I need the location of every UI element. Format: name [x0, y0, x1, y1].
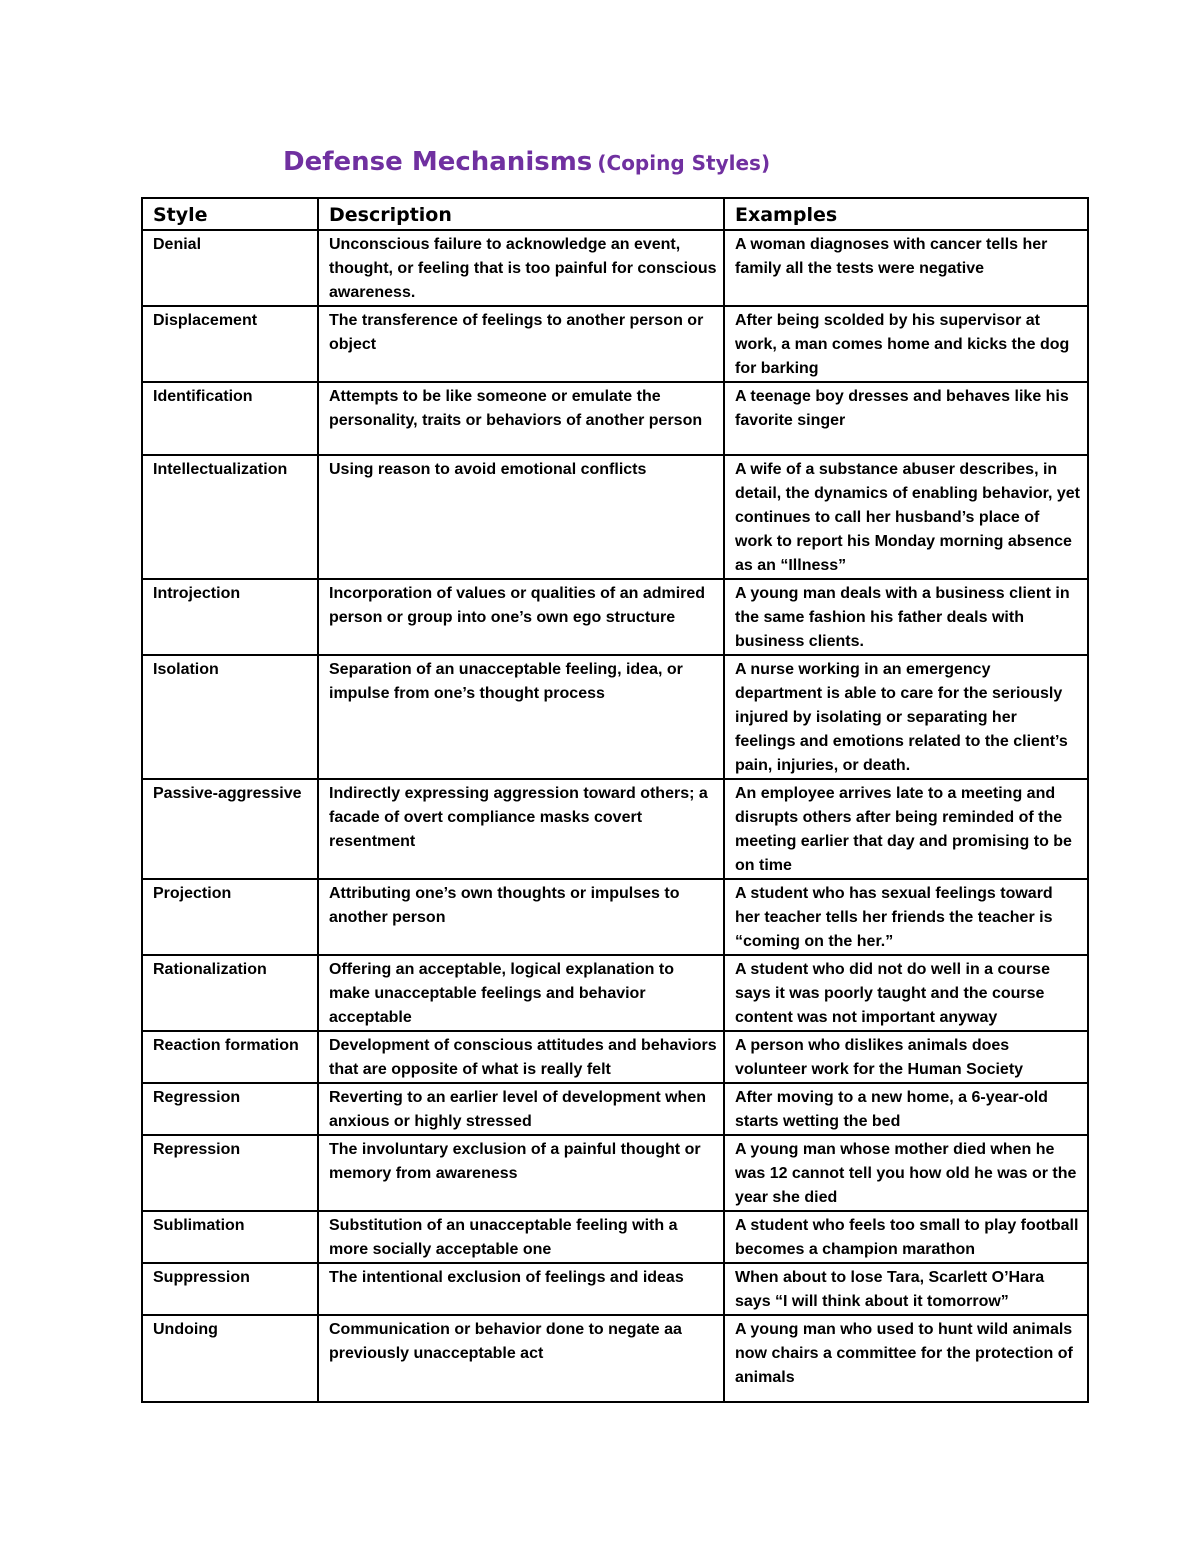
- table-row: [142, 1263, 1088, 1315]
- column-header-style: Style: [142, 198, 318, 230]
- description-cell: Separation of an unacceptable feeling, idea, or impulse from one’s thought process: [318, 655, 724, 779]
- style-cell: Isolation: [142, 655, 318, 779]
- description-cell: Indirectly expressing aggression toward others; a facade of overt compliance masks covert resentment: [318, 779, 724, 879]
- description-cell: Offering an acceptable, logical explanation to make unacceptable feelings and behavior acceptable: [318, 955, 724, 1031]
- example-cell: An employee arrives late to a meeting and disrupts others after being reminded of the meeting earlier that day and promising to be on time: [724, 779, 1088, 879]
- description-cell: Using reason to avoid emotional conflicts: [318, 455, 724, 579]
- table-row: [142, 779, 1088, 879]
- column-header-examples: Examples: [724, 198, 1088, 230]
- example-cell: A student who did not do well in a course says it was poorly taught and the course content was not important anyway: [724, 955, 1088, 1031]
- table-header-row: [142, 198, 1088, 230]
- description-cell: The transference of feelings to another person or object: [318, 306, 724, 382]
- description-cell: Reverting to an earlier level of development when anxious or highly stressed: [318, 1083, 724, 1135]
- example-cell: A young man deals with a business client in the same fashion his father deals with business clients.: [724, 579, 1088, 655]
- defense-mechanisms-table: [141, 197, 1089, 1403]
- example-cell: A nurse working in an emergency department is able to care for the seriously injured by isolating or separating her feelings and emotions related to the client’s pain, injuries, or death.: [724, 655, 1088, 779]
- table-row: [142, 455, 1088, 579]
- table-row: [142, 230, 1088, 306]
- style-cell: Regression: [142, 1083, 318, 1135]
- example-cell: A young man who used to hunt wild animals now chairs a committee for the protection of animals: [724, 1315, 1088, 1402]
- page-title-main: Defense Mechanisms: [283, 147, 593, 177]
- page-title-sub: (Coping Styles): [597, 151, 771, 175]
- description-cell: Communication or behavior done to negate aa previously unacceptable act: [318, 1315, 724, 1402]
- table-row: [142, 1135, 1088, 1211]
- style-cell: Rationalization: [142, 955, 318, 1031]
- example-cell: A woman diagnoses with cancer tells her family all the tests were negative: [724, 230, 1088, 306]
- example-cell: A student who has sexual feelings toward her teacher tells her friends the teacher is “coming on the her.”: [724, 879, 1088, 955]
- style-cell: Suppression: [142, 1263, 318, 1315]
- style-cell: Intellectualization: [142, 455, 318, 579]
- description-cell: The involuntary exclusion of a painful thought or memory from awareness: [318, 1135, 724, 1211]
- description-cell: Unconscious failure to acknowledge an event, thought, or feeling that is too painful for conscious awareness.: [318, 230, 724, 306]
- style-cell: Projection: [142, 879, 318, 955]
- description-cell: Attempts to be like someone or emulate the personality, traits or behaviors of another person: [318, 382, 724, 455]
- table-row: [142, 579, 1088, 655]
- description-cell: Substitution of an unacceptable feeling with a more socially acceptable one: [318, 1211, 724, 1263]
- style-cell: Passive-aggressive: [142, 779, 318, 879]
- example-cell: A teenage boy dresses and behaves like his favorite singer: [724, 382, 1088, 455]
- page-title: [283, 142, 770, 185]
- style-cell: Reaction formation: [142, 1031, 318, 1083]
- example-cell: After being scolded by his supervisor at work, a man comes home and kicks the dog for barking: [724, 306, 1088, 382]
- description-cell: The intentional exclusion of feelings and ideas: [318, 1263, 724, 1315]
- description-cell: Development of conscious attitudes and behaviors that are opposite of what is really felt: [318, 1031, 724, 1083]
- table-row: [142, 655, 1088, 779]
- table-row: [142, 306, 1088, 382]
- table-row: [142, 382, 1088, 455]
- example-cell: When about to lose Tara, Scarlett O’Hara says “I will think about it tomorrow”: [724, 1263, 1088, 1315]
- table-row: [142, 1083, 1088, 1135]
- description-cell: Incorporation of values or qualities of an admired person or group into one’s own ego structure: [318, 579, 724, 655]
- example-cell: A student who feels too small to play football becomes a champion marathon: [724, 1211, 1088, 1263]
- example-cell: A wife of a substance abuser describes, in detail, the dynamics of enabling behavior, yet continues to call her husband’s place of work to report his Monday morning absence as an “Illness”: [724, 455, 1088, 579]
- style-cell: Undoing: [142, 1315, 318, 1402]
- style-cell: Sublimation: [142, 1211, 318, 1263]
- style-cell: Displacement: [142, 306, 318, 382]
- table-row: [142, 955, 1088, 1031]
- style-cell: Denial: [142, 230, 318, 306]
- table-row: [142, 1211, 1088, 1263]
- style-cell: Repression: [142, 1135, 318, 1211]
- table-row: [142, 1315, 1088, 1402]
- example-cell: A person who dislikes animals does volunteer work for the Human Society: [724, 1031, 1088, 1083]
- column-header-description: Description: [318, 198, 724, 230]
- table-row: [142, 879, 1088, 955]
- example-cell: After moving to a new home, a 6-year-old starts wetting the bed: [724, 1083, 1088, 1135]
- style-cell: Identification: [142, 382, 318, 455]
- description-cell: Attributing one’s own thoughts or impulses to another person: [318, 879, 724, 955]
- style-cell: Introjection: [142, 579, 318, 655]
- table-row: [142, 1031, 1088, 1083]
- example-cell: A young man whose mother died when he was 12 cannot tell you how old he was or the year she died: [724, 1135, 1088, 1211]
